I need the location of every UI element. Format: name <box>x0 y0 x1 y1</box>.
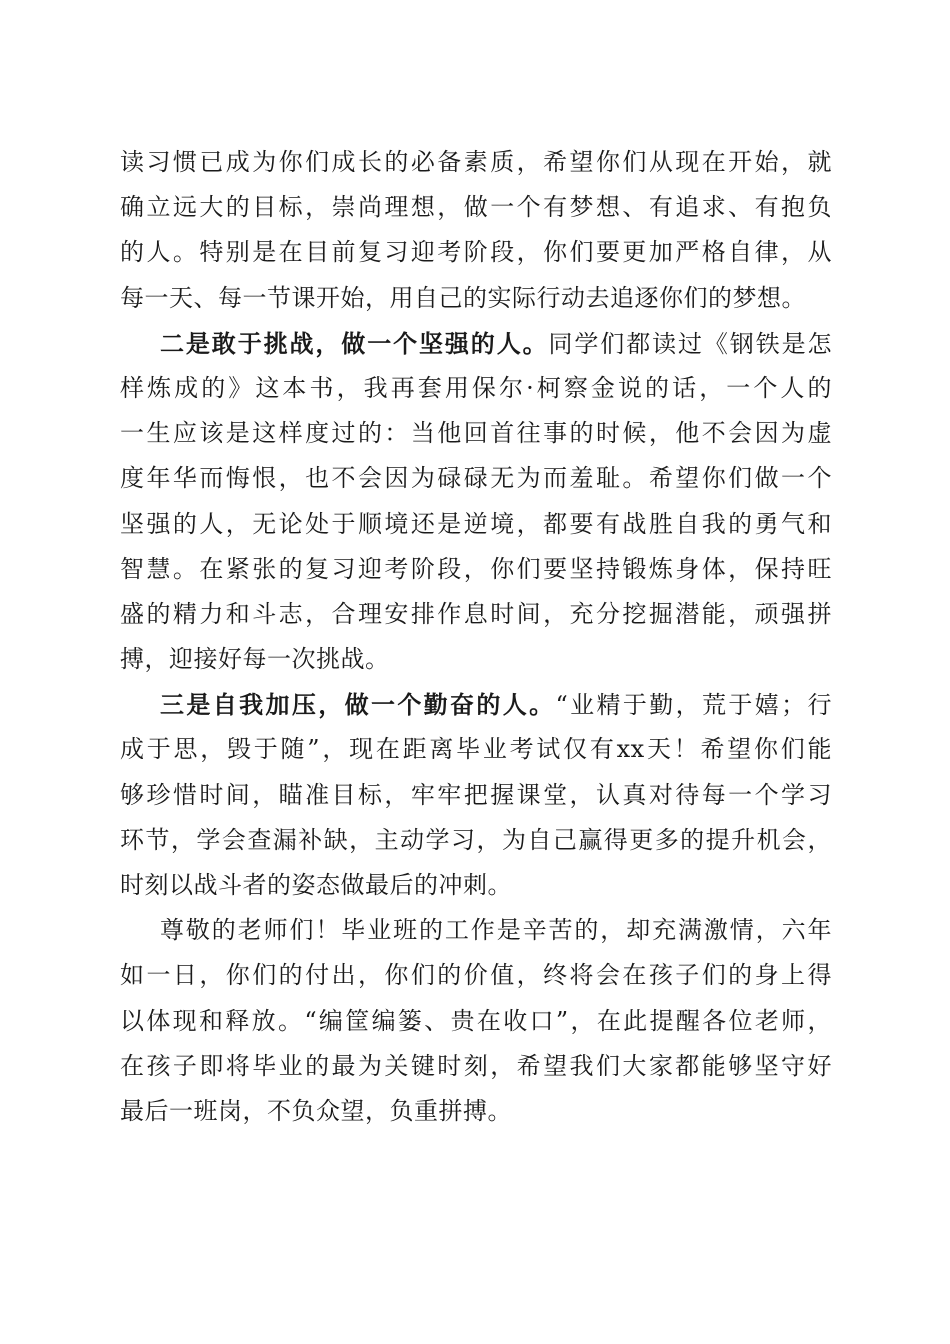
text-line: 坚强的人，无论处于顺境还是逆境，都要有战胜自我的勇气和 <box>120 509 832 538</box>
text-line: 在孩子即将毕业的最为关键时刻，希望我们大家都能够坚守好 <box>120 1051 832 1080</box>
text-line: 每一天、每一节课开始，用自己的实际行动去追逐你们的梦想。 <box>120 283 806 312</box>
document-page <box>120 140 832 1134</box>
text-line <box>120 682 832 727</box>
text-line: 如一日，你们的付出，你们的价值，终将会在孩子们的身上得 <box>120 961 832 990</box>
text-line: 确立远大的目标，崇尚理想，做一个有梦想、有追求、有抱负 <box>120 193 832 222</box>
text-line: 尊敬的老师们！毕业班的工作是辛苦的，却充满激情，六年 <box>160 916 832 945</box>
text-line: 成于思，毁于随”，现在距离毕业考试仅有xx天！希望你们能 <box>120 735 832 764</box>
paragraph-point-two <box>120 321 832 683</box>
text-line: 智慧。在紧张的复习迎考阶段，你们要坚持锻炼身体，保持旺 <box>120 554 832 583</box>
text-line: 最后一班岗，不负众望，负重拼搏。 <box>120 1096 512 1125</box>
text-line: 度年华而悔恨，也不会因为碌碌无为而羞耻。希望你们做一个 <box>120 464 832 493</box>
text-line: 盛的精力和斗志，合理安排作息时间，充分挖掘潜能，顽强拼 <box>120 599 832 628</box>
text-line: 够珍惜时间，瞄准目标，牢牢把握课堂，认真对待每一个学习 <box>120 780 832 809</box>
text-line <box>120 321 832 366</box>
point-heading: 二是敢于挑战，做一个坚强的人。 <box>160 328 549 358</box>
text-line: 样炼成的》这本书，我再套用保尔·柯察金说的话，一个人的 <box>120 373 832 402</box>
text-line: 以体现和释放。“编筐编篓、贵在收口”，在此提醒各位老师， <box>120 1006 832 1035</box>
text-line: 时刻以战斗者的姿态做最后的冲刺。 <box>120 871 512 899</box>
paragraph-point-three <box>120 682 832 908</box>
text-line: 搏，迎接好每一次挑战。 <box>120 645 390 674</box>
paragraph-continuation <box>120 140 832 321</box>
text-run: “业精于勤，荒于嬉；行 <box>555 691 832 720</box>
text-line: 一生应该是这样度过的：当他回首往事的时候，他不会因为虚 <box>120 419 832 448</box>
paragraph-teachers <box>120 908 832 1134</box>
text-line: 的人。特别是在目前复习迎考阶段，你们要更加严格自律，从 <box>120 238 832 267</box>
text-run: 同学们都读过《钢铁是怎 <box>548 329 832 358</box>
text-line: 读习惯已成为你们成长的必备素质，希望你们从现在开始，就 <box>120 148 832 176</box>
text-line: 环节，学会查漏补缺，主动学习，为自己赢得更多的提升机会， <box>120 825 832 854</box>
point-heading: 三是自我加压，做一个勤奋的人。 <box>160 690 556 720</box>
